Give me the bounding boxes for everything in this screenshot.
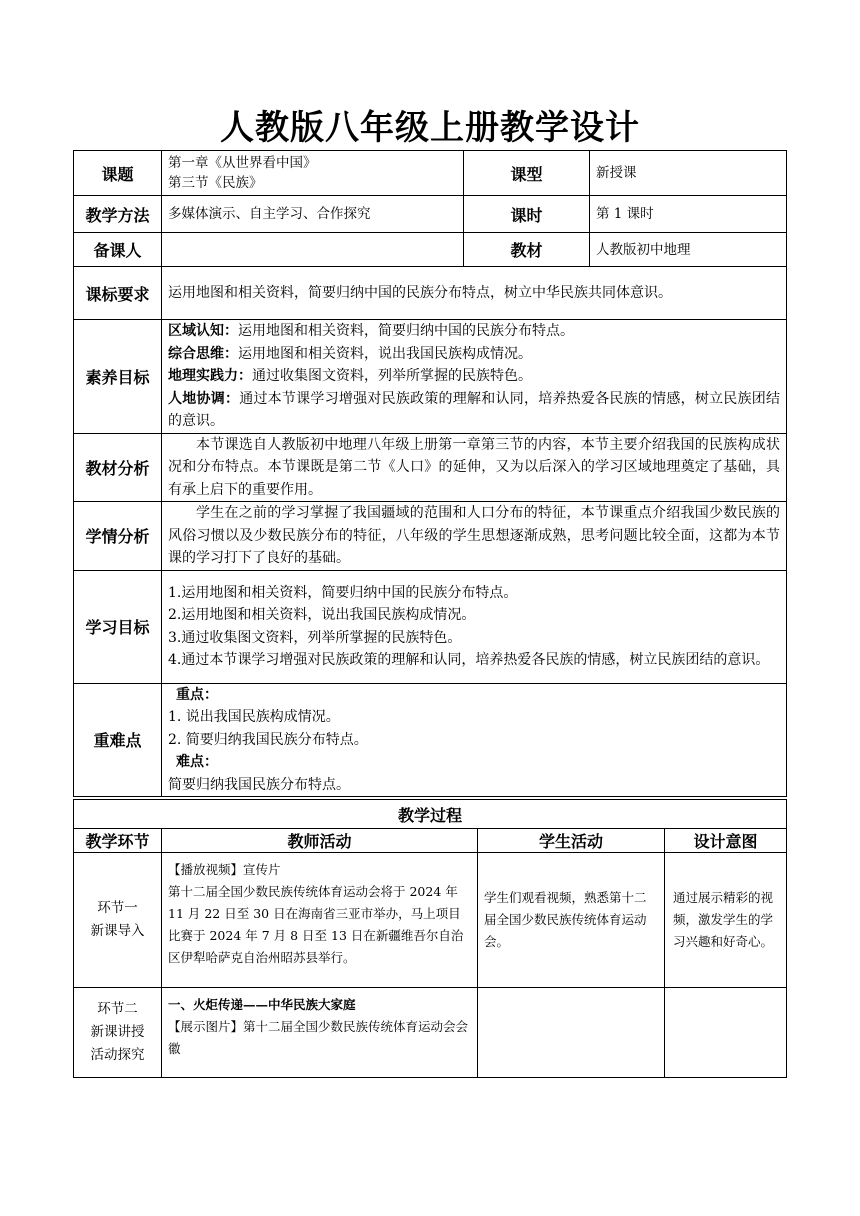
teacher-activity: [162, 853, 478, 988]
literacy-text: 通过收集图文资料，列举所掌握的民族特色。: [252, 368, 532, 384]
textbook-analysis-label: 教材分析: [74, 433, 162, 502]
literacy-key: 区域认知：: [168, 323, 238, 339]
preparer-value: [162, 233, 464, 267]
preparer-label: 备课人: [74, 233, 162, 267]
key-points-content: [162, 683, 787, 797]
standard-text: 运用地图和相关资料，简要归纳中国的民族分布特点，树立中华民族共同体意识。: [162, 267, 787, 320]
student-activity: [478, 988, 665, 1078]
stage-line: 环节二: [97, 1001, 138, 1017]
stage-cell: [74, 853, 162, 988]
objective-item: 2.运用地图和相关资料，说出我国民族构成情况。: [168, 607, 476, 623]
literacy-text: 运用地图和相关资料，简要归纳中国的民族分布特点。: [238, 323, 574, 339]
type-value: 新授课: [590, 151, 787, 196]
course-label: 课题: [74, 151, 162, 196]
objectives-list: [162, 570, 787, 683]
type-label: 课型: [464, 151, 590, 196]
literacy-item: [168, 388, 780, 433]
stage-line: 新课讲授: [90, 1024, 145, 1040]
process-row: [74, 988, 787, 1078]
focus-item: 1. 说出我国民族构成情况。: [168, 709, 340, 725]
objective-item: 3.通过收集图文资料，列举所掌握的民族特色。: [168, 629, 462, 646]
literacy-key: 综合思维：: [168, 345, 238, 362]
course-line-1: 第一章《从世界看中国》: [168, 155, 317, 171]
focus-label: 重点：: [176, 686, 218, 703]
textbook-value: 人教版初中地理: [590, 233, 787, 267]
literacy-key: 人地协调：: [168, 390, 240, 407]
stage-line: 活动探究: [90, 1047, 145, 1063]
design-table: [73, 266, 787, 797]
stage-line: 新课导入: [90, 923, 145, 939]
teacher-line: 【展示图片】第十二届全国少数民族传统体育运动会会徽: [168, 1019, 469, 1056]
hours-value: 第 1 课时: [590, 196, 787, 233]
literacy-list: [162, 320, 787, 434]
literacy-item: [168, 343, 780, 366]
document-title: 人教版八年级上册教学设计: [220, 108, 640, 148]
textbook-analysis-text: 本节课选自人教版初中地理八年级上册第一章第三节的内容，本节主要介绍我国的民族构成状况和分布特点。本节课既是第二节《人口》的延伸，又为以后深入的学习区域地理奠定了基础，具有承上启下的重要作用。: [162, 433, 787, 502]
literacy-key: 地理实践力：: [168, 368, 252, 384]
teacher-line: 第十二届全国少数民族传统体育运动会将于 2024 年 11 月 22 日至 30 日在海南省三亚市举办，马上项目比赛于 2024 年 7 月 8 日至 13 日在新疆维吾尔自治区伊犁哈萨克自治州昭苏县举行。: [168, 884, 464, 965]
focus-item: 2. 简要归纳我国民族分布特点。: [168, 731, 368, 748]
student-analysis-label: 学情分析: [74, 502, 162, 571]
literacy-text: 运用地图和相关资料，说出我国民族构成情况。: [238, 345, 532, 362]
objective-item: 1.运用地图和相关资料，简要归纳中国的民族分布特点。: [168, 584, 518, 601]
literacy-item: [168, 320, 780, 343]
standard-label: 课标要求: [74, 267, 162, 320]
stage-line: 环节一: [97, 900, 138, 916]
teacher-activity: [162, 988, 478, 1078]
process-table: [73, 799, 787, 1078]
student-activity: 学生们观看视频，熟悉第十二届全国少数民族传统体育运动会。: [478, 853, 665, 988]
method-value: 多媒体演示、自主学习、合作探究: [162, 196, 464, 233]
literacy-item: [168, 365, 780, 388]
objectives-label: 学习目标: [74, 570, 162, 683]
difficulty-label: 难点：: [176, 754, 218, 770]
info-table: [73, 150, 787, 267]
stage-cell: [74, 988, 162, 1078]
method-label: 教学方法: [74, 196, 162, 233]
textbook-label: 教材: [464, 233, 590, 267]
teacher-heading: 一、火炬传递——中华民族大家庭: [168, 997, 356, 1012]
process-header: 学生活动: [478, 829, 665, 853]
teacher-line: 【播放视频】宣传片: [168, 862, 281, 877]
process-header: 教师活动: [162, 829, 478, 853]
student-analysis-text: 学生在之前的学习掌握了我国疆域的范围和人口分布的特征，本节课重点介绍我国少数民族的风俗习惯以及少数民族分布的特征，八年级的学生思想逐渐成熟，思考问题比较全面，这都为本节课的学习打下了良好的基础。: [162, 502, 787, 571]
literacy-text: 通过本节课学习增强对民族政策的理解和认同，培养热爱各民族的情感，树立民族团结的意识。: [168, 390, 781, 429]
hours-label: 课时: [464, 196, 590, 233]
objective-item: 4.通过本节课学习增强对民族政策的理解和认同，培养热爱各民族的情感，树立民族团结的意识。: [168, 652, 770, 668]
process-title: 教学过程: [74, 800, 787, 829]
course-value: [162, 151, 464, 196]
process-header: 教学环节: [74, 829, 162, 853]
design-intent: 通过展示精彩的视频，激发学生的学习兴趣和好奇心。: [665, 853, 787, 988]
process-row: [74, 853, 787, 988]
literacy-label: 素养目标: [74, 320, 162, 434]
process-header: 设计意图: [665, 829, 787, 853]
design-intent: [665, 988, 787, 1078]
key-points-label: 重难点: [74, 683, 162, 797]
course-line-2: 第三节《民族》: [168, 175, 263, 191]
difficulty-text: 简要归纳我国民族分布特点。: [168, 776, 350, 793]
